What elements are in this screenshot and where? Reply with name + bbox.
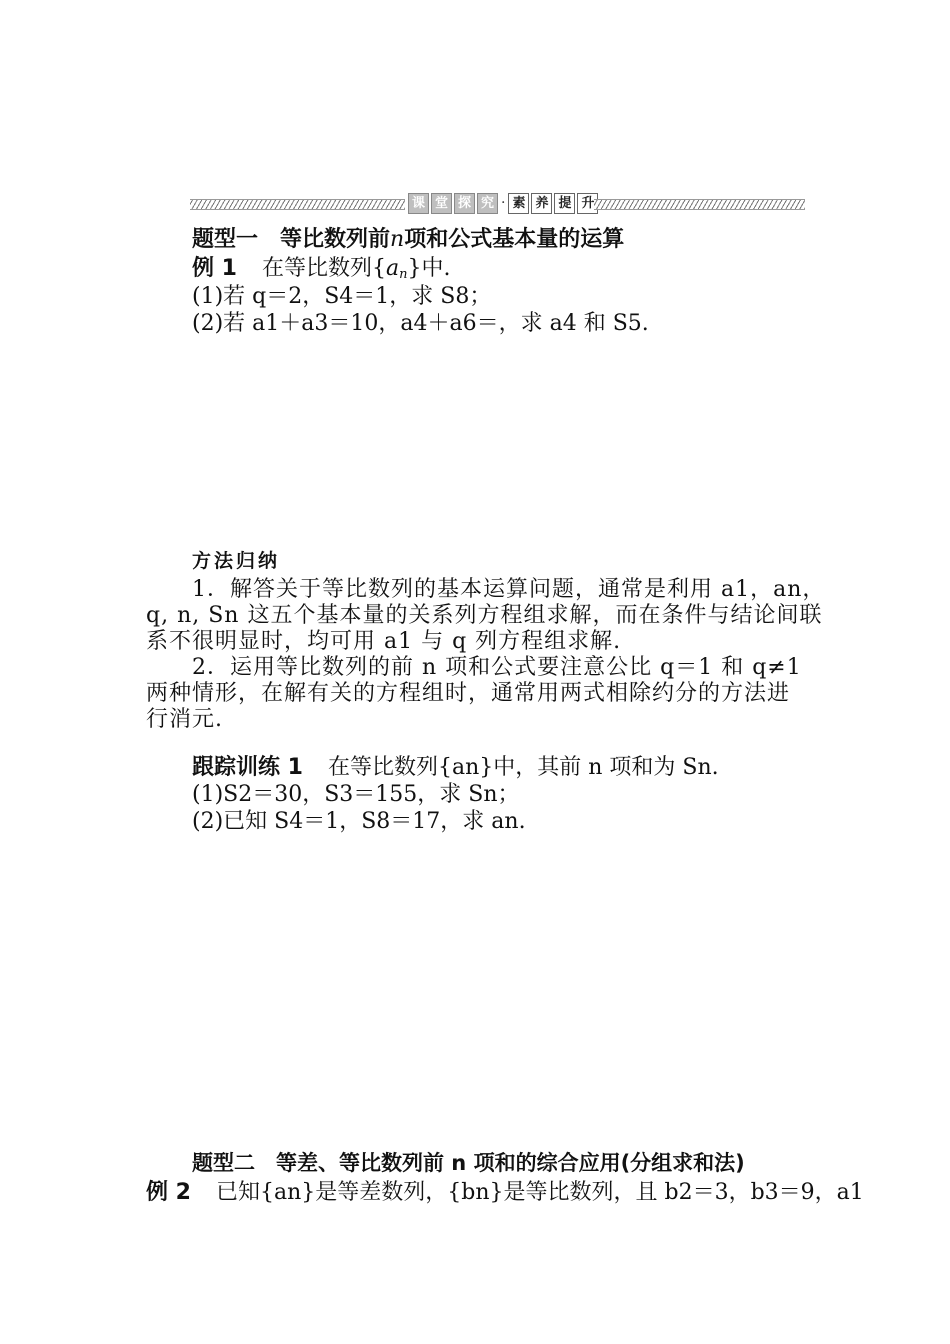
banner-char: 课 [408,193,429,214]
example-var: a [385,256,400,281]
method-p2-line3: 行消元. [146,707,223,732]
heading-var: n [390,227,405,252]
banner-char: 养 [531,193,552,214]
example-sub: n [399,267,408,282]
training-q2: (2)已知 S4＝1，S8＝17，求 an. [192,809,526,834]
training-text: 在等比数列{an}中，其前 n 项和为 Sn. [327,755,719,780]
banner-char: 提 [554,193,575,214]
banner-separator: · [501,195,506,211]
banner-char: 堂 [431,193,452,214]
method-p2-line1: 2．运用等比数列的前 n 项和公式要注意公比 q＝1 和 q≠1 [192,655,802,680]
example1-q1: (1)若 q＝2，S4＝1，求 S8； [192,284,492,309]
heading-text: 题型一 等比数列前 [192,227,391,252]
example-text: 已知{an}是等差数列，{bn}是等比数列，且 b2＝3，b3＝9，a1 [215,1180,864,1205]
heading-text: 项和公式基本量的运算 [404,227,625,252]
banner-tag [408,192,598,214]
example1-line [192,251,450,282]
training-q1: (1)S2＝30，S3＝155，求 Sn； [192,782,520,807]
example-label: 例 2 [146,1180,191,1205]
method-p2-line2: 两种情形，在解有关的方程组时，通常用两式相除约分的方法进 [146,681,791,706]
method-title: 方法归纳 [192,550,281,572]
method-p1-line2: q, n, Sn 这五个基本量的关系列方程组求解，而在条件与结论间联 [146,603,823,628]
banner-char: 探 [454,193,475,214]
example-text: 在等比数列{ [261,256,386,281]
banner-hatch-left [190,199,405,210]
banner-char: 究 [477,193,498,214]
example1-q2: (2)若 a1＋a3＝10，a4＋a6＝，求 a4 和 S5. [192,311,649,336]
training-label: 跟踪训练 1 [192,755,303,780]
method-p1-line3: 系不很明显时，均可用 a1 与 q 列方程组求解. [146,629,622,654]
example2-line [146,1175,864,1206]
method-p1-line1: 1．解答关于等比数列的基本运算问题，通常是利用 a1，an， [192,577,826,602]
example-label: 例 1 [192,256,237,281]
section2-heading: 题型二 等差、等比数列前 n 项和的综合应用(分组求和法) [192,1151,745,1175]
example-end: }中. [407,256,451,281]
banner-char: 升 [577,193,598,214]
banner-hatch-right [594,199,805,210]
section-banner [190,192,805,214]
section1-heading [192,222,624,253]
banner-char: 素 [508,193,529,214]
